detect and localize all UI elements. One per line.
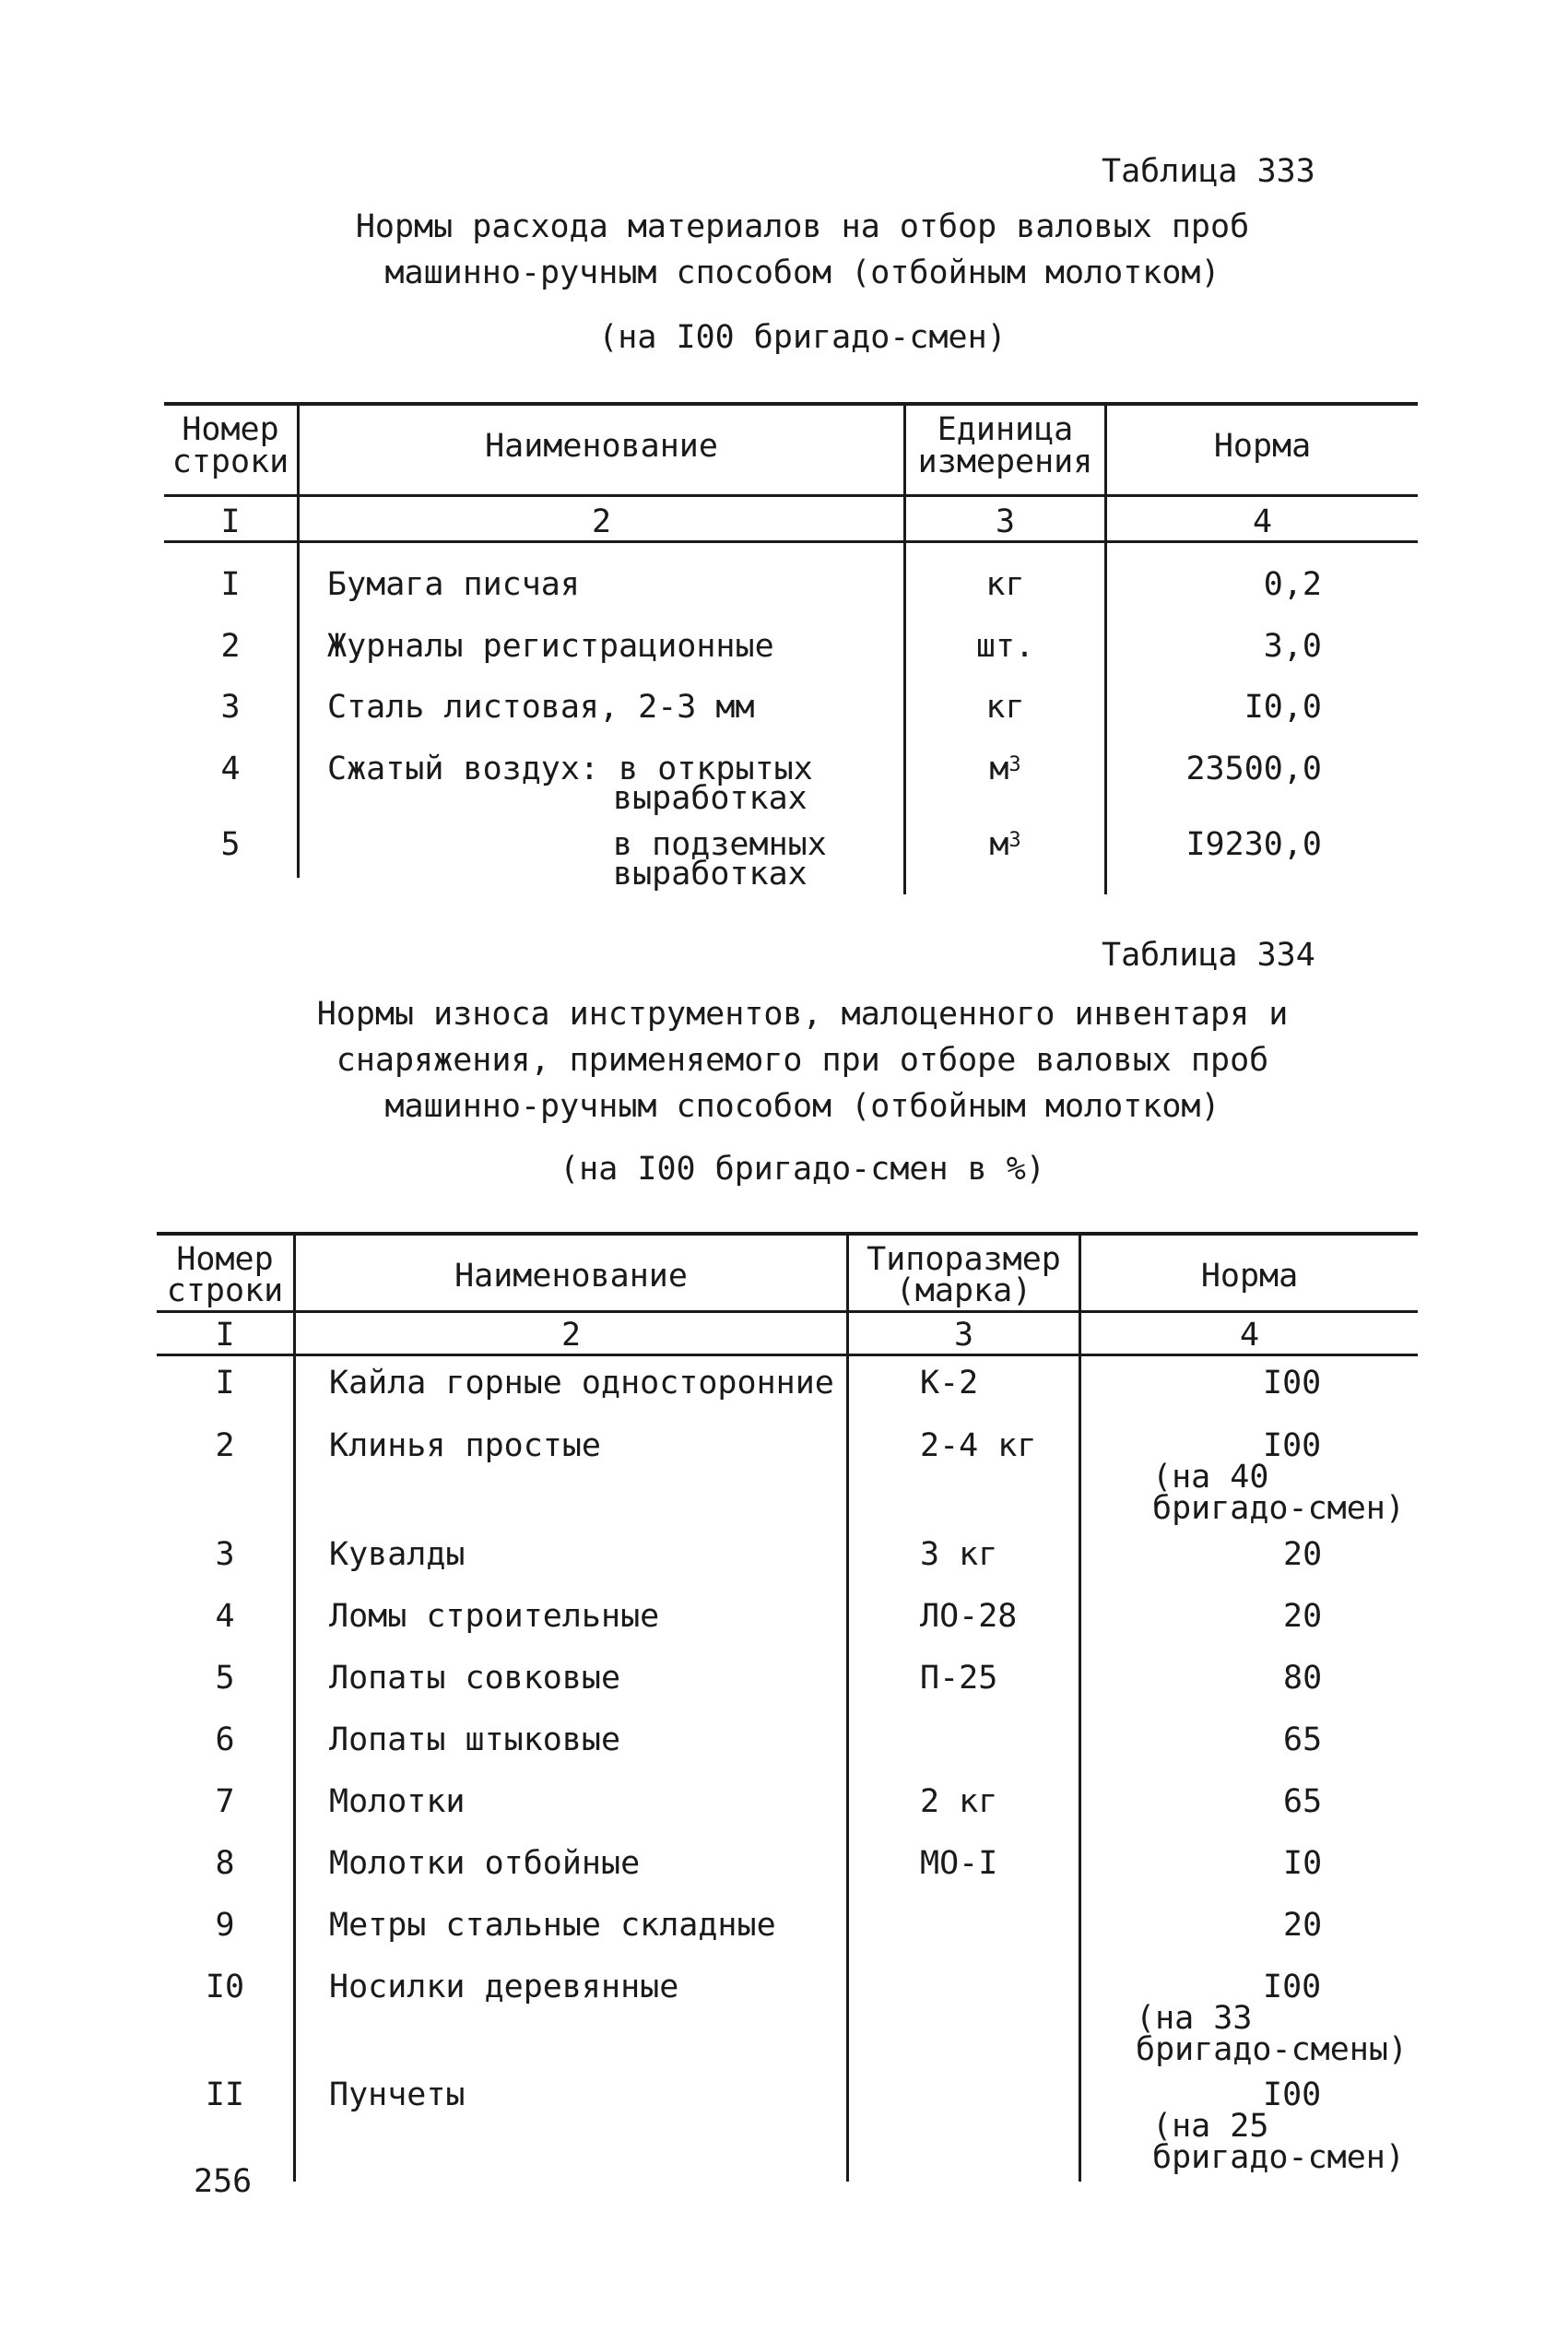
row-norm: I0 — [1283, 1845, 1323, 1882]
table-334-colnum-1: I — [215, 1317, 235, 1354]
row-norm: 65 — [1283, 1783, 1323, 1820]
row-name: Ломы строительные — [329, 1598, 660, 1635]
row-norm-note: (на 40 — [1152, 1459, 1269, 1496]
table-333-colnum-3: 3 — [995, 503, 1016, 540]
row-name: Кайла горные односторонние — [329, 1365, 834, 1402]
row-number: 7 — [215, 1783, 235, 1820]
row-norm-note: бригадо-смен) — [1152, 1490, 1405, 1527]
row-norm: I00 — [1263, 1427, 1322, 1464]
row-norm: I9230,0 — [1185, 826, 1322, 863]
table-333-colnum-1: I — [220, 503, 241, 540]
row-name-continuation: выработках — [613, 780, 808, 817]
table-334-vline-1 — [293, 1232, 296, 2182]
row-norm: I00 — [1263, 2076, 1322, 2113]
row-norm-note: (на 33 — [1136, 2000, 1253, 2037]
table-334-title-line1: Нормы износа инструментов, малоценного инвентаря и — [316, 996, 1289, 1033]
row-name: Носилки деревянные — [329, 1969, 679, 2005]
table-333-header-num-line1: Номер — [182, 411, 279, 448]
row-size: П-25 — [920, 1660, 998, 1697]
row-number: 9 — [215, 1907, 235, 1944]
table-334-header-num-line2: строки — [166, 1272, 284, 1309]
row-name: Бумага писчая — [327, 566, 580, 603]
row-name: Кувалды — [329, 1536, 466, 1573]
row-number: I — [220, 566, 241, 603]
row-number: 2 — [220, 628, 241, 665]
row-norm-note: бригадо-смены) — [1136, 2031, 1409, 2068]
table-333-header-rule — [164, 494, 1418, 497]
row-name: Лопаты штыковые — [329, 1721, 621, 1758]
row-name: Молотки отбойные — [329, 1845, 641, 1882]
table-334-header-norm: Норма — [1200, 1258, 1299, 1295]
row-norm-note: (на 25 — [1152, 2108, 1269, 2145]
table-333-header-name: Наименование — [485, 428, 718, 465]
row-norm: 23500,0 — [1185, 751, 1322, 787]
row-name: в подземных — [613, 826, 827, 863]
row-size: 2 кг — [920, 1783, 998, 1820]
row-number: I — [215, 1365, 235, 1402]
row-norm: 20 — [1283, 1536, 1323, 1573]
table-334-header-size-line1: Типоразмер — [867, 1241, 1061, 1278]
row-number: I0 — [205, 1969, 245, 2005]
table-334-colnum-3: 3 — [953, 1317, 974, 1354]
row-unit: кг — [985, 566, 1025, 603]
table-333-colnum-4: 4 — [1252, 503, 1273, 540]
row-size: 3 кг — [920, 1536, 998, 1573]
page-number: 256 — [194, 2163, 253, 2200]
table-334-header-num-line1: Номер — [176, 1241, 274, 1278]
row-number: 4 — [215, 1598, 235, 1635]
row-name: Журналы регистрационные — [327, 628, 774, 665]
row-name: Клинья простые — [329, 1427, 602, 1464]
row-norm: 20 — [1283, 1907, 1323, 1944]
table-334-header-size-line2: (марка) — [895, 1272, 1032, 1309]
row-number: 5 — [215, 1660, 235, 1697]
row-norm: 20 — [1283, 1598, 1323, 1635]
row-name: Молотки — [329, 1783, 466, 1820]
table-334-header-rule — [157, 1310, 1418, 1313]
row-name: Лопаты совковые — [329, 1660, 621, 1697]
table-334-title-line3: машинно-ручным способом (отбойным молотком) — [384, 1088, 1220, 1125]
row-name-continuation: выработках — [613, 856, 808, 893]
table-333-title-line1: Нормы расхода материалов на отбор валовых проб — [355, 208, 1250, 245]
row-unit: $м^3$ — [989, 826, 1021, 863]
row-size: МО-I — [920, 1845, 998, 1882]
row-name: Сталь листовая, 2-3 мм — [327, 689, 755, 726]
table-334-header-name: Наименование — [454, 1258, 688, 1295]
table-333-title-line2: машинно-ручным способом (отбойным молотком) — [384, 254, 1220, 291]
table-333-top-rule — [164, 402, 1418, 406]
row-number: 2 — [215, 1427, 235, 1464]
row-unit: шт. — [975, 628, 1035, 665]
row-norm: 0,2 — [1263, 566, 1322, 603]
row-norm: I00 — [1263, 1365, 1322, 1402]
table-334-vline-3 — [1079, 1232, 1081, 2182]
row-norm: 65 — [1283, 1721, 1323, 1758]
table-333-unit-note: (на I00 бригадо-смен) — [598, 319, 1007, 356]
row-norm: 80 — [1283, 1660, 1323, 1697]
table-334-top-rule — [157, 1232, 1418, 1236]
table-334-vline-2 — [846, 1232, 849, 2182]
row-size: 2-4 кг — [920, 1427, 1037, 1464]
row-number: 4 — [220, 751, 241, 787]
row-number: 3 — [220, 689, 241, 726]
table-333-vline-1 — [297, 402, 300, 878]
row-norm: 3,0 — [1263, 628, 1322, 665]
row-norm: I00 — [1263, 1969, 1322, 2005]
row-number: 6 — [215, 1721, 235, 1758]
row-name: Пунчеты — [329, 2076, 466, 2113]
table-333-colnum-rule — [164, 540, 1418, 543]
table-334-colnum-4: 4 — [1239, 1317, 1260, 1354]
table-334-colnum-2: 2 — [560, 1317, 582, 1354]
table-333-header-unit-line2: измерения — [917, 444, 1093, 480]
table-334-unit-note: (на I00 бригадо-смен в %) — [560, 1151, 1045, 1188]
table-333-header-unit-line1: Единица — [937, 411, 1074, 448]
row-number: 3 — [215, 1536, 235, 1573]
row-number: 5 — [220, 826, 241, 863]
row-size: К-2 — [920, 1365, 979, 1402]
row-number: II — [205, 2076, 245, 2113]
row-norm: I0,0 — [1244, 689, 1322, 726]
row-name: Сжатый воздух: в открытых — [327, 751, 813, 787]
row-norm-note: бригадо-смен) — [1152, 2139, 1405, 2176]
row-unit: кг — [985, 689, 1025, 726]
table-334-title-line2: снаряжения, применяемого при отборе валовых проб — [336, 1042, 1269, 1079]
row-unit: $м^3$ — [989, 751, 1021, 787]
table-334-caption: Таблица 334 — [1102, 937, 1315, 974]
row-name: Метры стальные складные — [329, 1907, 776, 1944]
table-333-caption: Таблица 333 — [1102, 153, 1315, 190]
table-334-colnum-rule — [157, 1354, 1418, 1356]
table-333-header-num-line2: строки — [171, 444, 289, 480]
row-number: 8 — [215, 1845, 235, 1882]
row-size: ЛО-28 — [920, 1598, 1018, 1635]
table-333-header-norm: Норма — [1213, 428, 1312, 465]
table-333-colnum-2: 2 — [591, 503, 612, 540]
